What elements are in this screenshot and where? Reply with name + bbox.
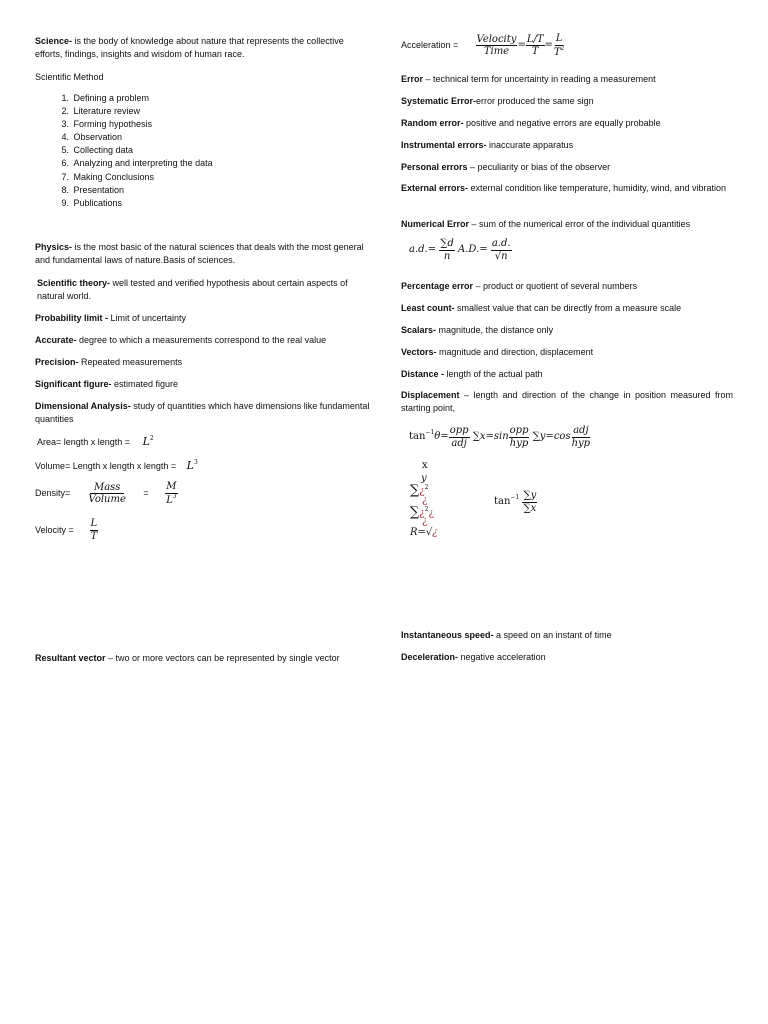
sigfig-text: estimated figure [111,379,179,389]
list-item: 4. Observation [61,132,123,143]
deceleration-definition: Deceleration- negative acceleration [401,652,546,662]
physics-definition [35,241,370,267]
resultant-term: Resultant vector [35,653,106,663]
theory-text: well tested and verified hypothesis about certain aspects of natural world. [37,278,348,301]
dimensional-text: study of quantities which have dimensions like fundamental quantities [35,401,370,424]
systematic-error-definition: Systematic Error-error produced the same sign [401,96,594,106]
area-formula: Area= length x length = $L^2$ [37,435,154,448]
velocity-formula: Velocity = $\frac{L}{T}$ [35,518,98,542]
science-term: Science- [35,36,73,46]
numerical-error-definition: Numerical Error – sum of the numerical error of the individual quantities [401,219,691,229]
list-item: 7. Making Conclusions [61,171,155,182]
velocity-fraction: $\frac{L}{T}$ [90,518,98,542]
resultant-formula-stack: x y ∑¿$^2$ ¿ ∑¿$^2$¿ ¿ R=√¿ [410,460,438,539]
percentage-error-definition: Percentage error – product or quotient of several numbers [401,281,638,291]
scientific-method-list [35,92,355,210]
physics-term: Physics- [35,242,73,252]
trig-components-formula: $\tan^{-1}\theta=$ $\frac{\text{opp}}{\text{adj}}$ ∑x=sin $\frac{\text{opp}}{\text{hyp}}$ ∑y=cos $\frac{\text{adj}}{\text{hyp}}$ [409,425,591,449]
random-error-definition: Random error- positive and negative errors are equally probable [401,118,661,128]
probability-text: Limit of uncertainty [108,313,187,323]
list-item: 2. Literature review [61,106,141,117]
list-item: 9. Publications [61,197,123,208]
instantaneous-speed-definition: Instantaneous speed- a speed on an instant of time [401,630,612,640]
acceleration-formula: Acceleration = $\frac{\text{Velocity}}{\text{Time}}$ = $\frac{L/T}{T}$ = $\frac{L}{T^2}$ [401,33,565,58]
external-errors-definition: External errors- external condition like temperature, humidity, wind, and vibration [401,183,726,193]
list-item: 3. Forming hypothesis [61,119,153,130]
sigfig-term: Significant figure- [35,379,112,389]
density-formula: Density= $\frac{\text{Mass}}{\text{Volume}}$ = $\frac{M}{L^3}$ [35,481,177,506]
numerical-error-formula: a.d.= $\frac{\sum d}{n}$ A.D.= $\frac{a.d.}{√n}$ [409,238,511,262]
distance-definition: Distance - length of the actual path [401,369,543,379]
density-dimension-fraction: $\frac{M}{L^3}$ [166,481,177,506]
list-item: 5. Collecting data [61,145,134,156]
density-fraction: $\frac{\text{Mass}}{\text{Volume}}$ [88,481,126,505]
resultant-text: – two or more vectors can be represented by single vector [105,653,340,663]
dimensional-analysis-definition [35,400,370,426]
significant-figure-definition [35,378,370,391]
list-item: 6. Analyzing and interpreting the data [61,158,213,169]
direction-angle-formula: $\tan^{-1}$ $\frac{\sum y}{\sum x}$ [494,490,537,514]
least-count-definition: Least count- smallest value that can be directly from a measure scale [401,303,682,313]
accurate-text: degree to which a measurements correspond to the real value [76,335,327,345]
instrumental-errors-definition: Instrumental errors- inaccurate apparatus [401,140,574,150]
list-item: 1. Defining a problem [61,93,150,103]
error-definition: Error – technical term for uncertainty in reading a measurement [401,74,656,84]
list-item: 8. Presentation [61,184,125,195]
scientific-method-heading: Scientific Method [35,72,104,82]
scientific-theory-definition [37,277,372,303]
accurate-definition [35,334,370,347]
probability-term: Probability limit - [35,313,109,323]
precision-term: Precision- [35,357,79,367]
vectors-definition: Vectors- magnitude and direction, displacement [401,347,594,357]
scalars-definition: Scalars- magnitude, the distance only [401,325,554,335]
dimensional-term: Dimensional Analysis- [35,401,131,411]
science-text: is the body of knowledge about nature that represents the collective efforts, findings, insights and wisdom of human race. [35,36,344,59]
science-definition [35,35,370,61]
volume-formula: Volume= Length x length x length = $L^3$ [35,459,198,472]
precision-text: Repeated measurements [78,357,183,367]
displacement-definition: Displacement – length and direction of the change in position measured from starting point, [401,390,733,413]
personal-errors-definition: Personal errors – peculiarity or bias of the observer [401,162,611,172]
accurate-term: Accurate- [35,335,77,345]
physics-text: is the most basic of the natural sciences that deals with the most general and fundamental laws of nature.Basis of sciences. [35,242,364,265]
probability-limit-definition [35,312,370,325]
resultant-vector-definition [35,652,370,665]
precision-definition [35,356,370,369]
theory-term: Scientific theory- [37,278,111,288]
